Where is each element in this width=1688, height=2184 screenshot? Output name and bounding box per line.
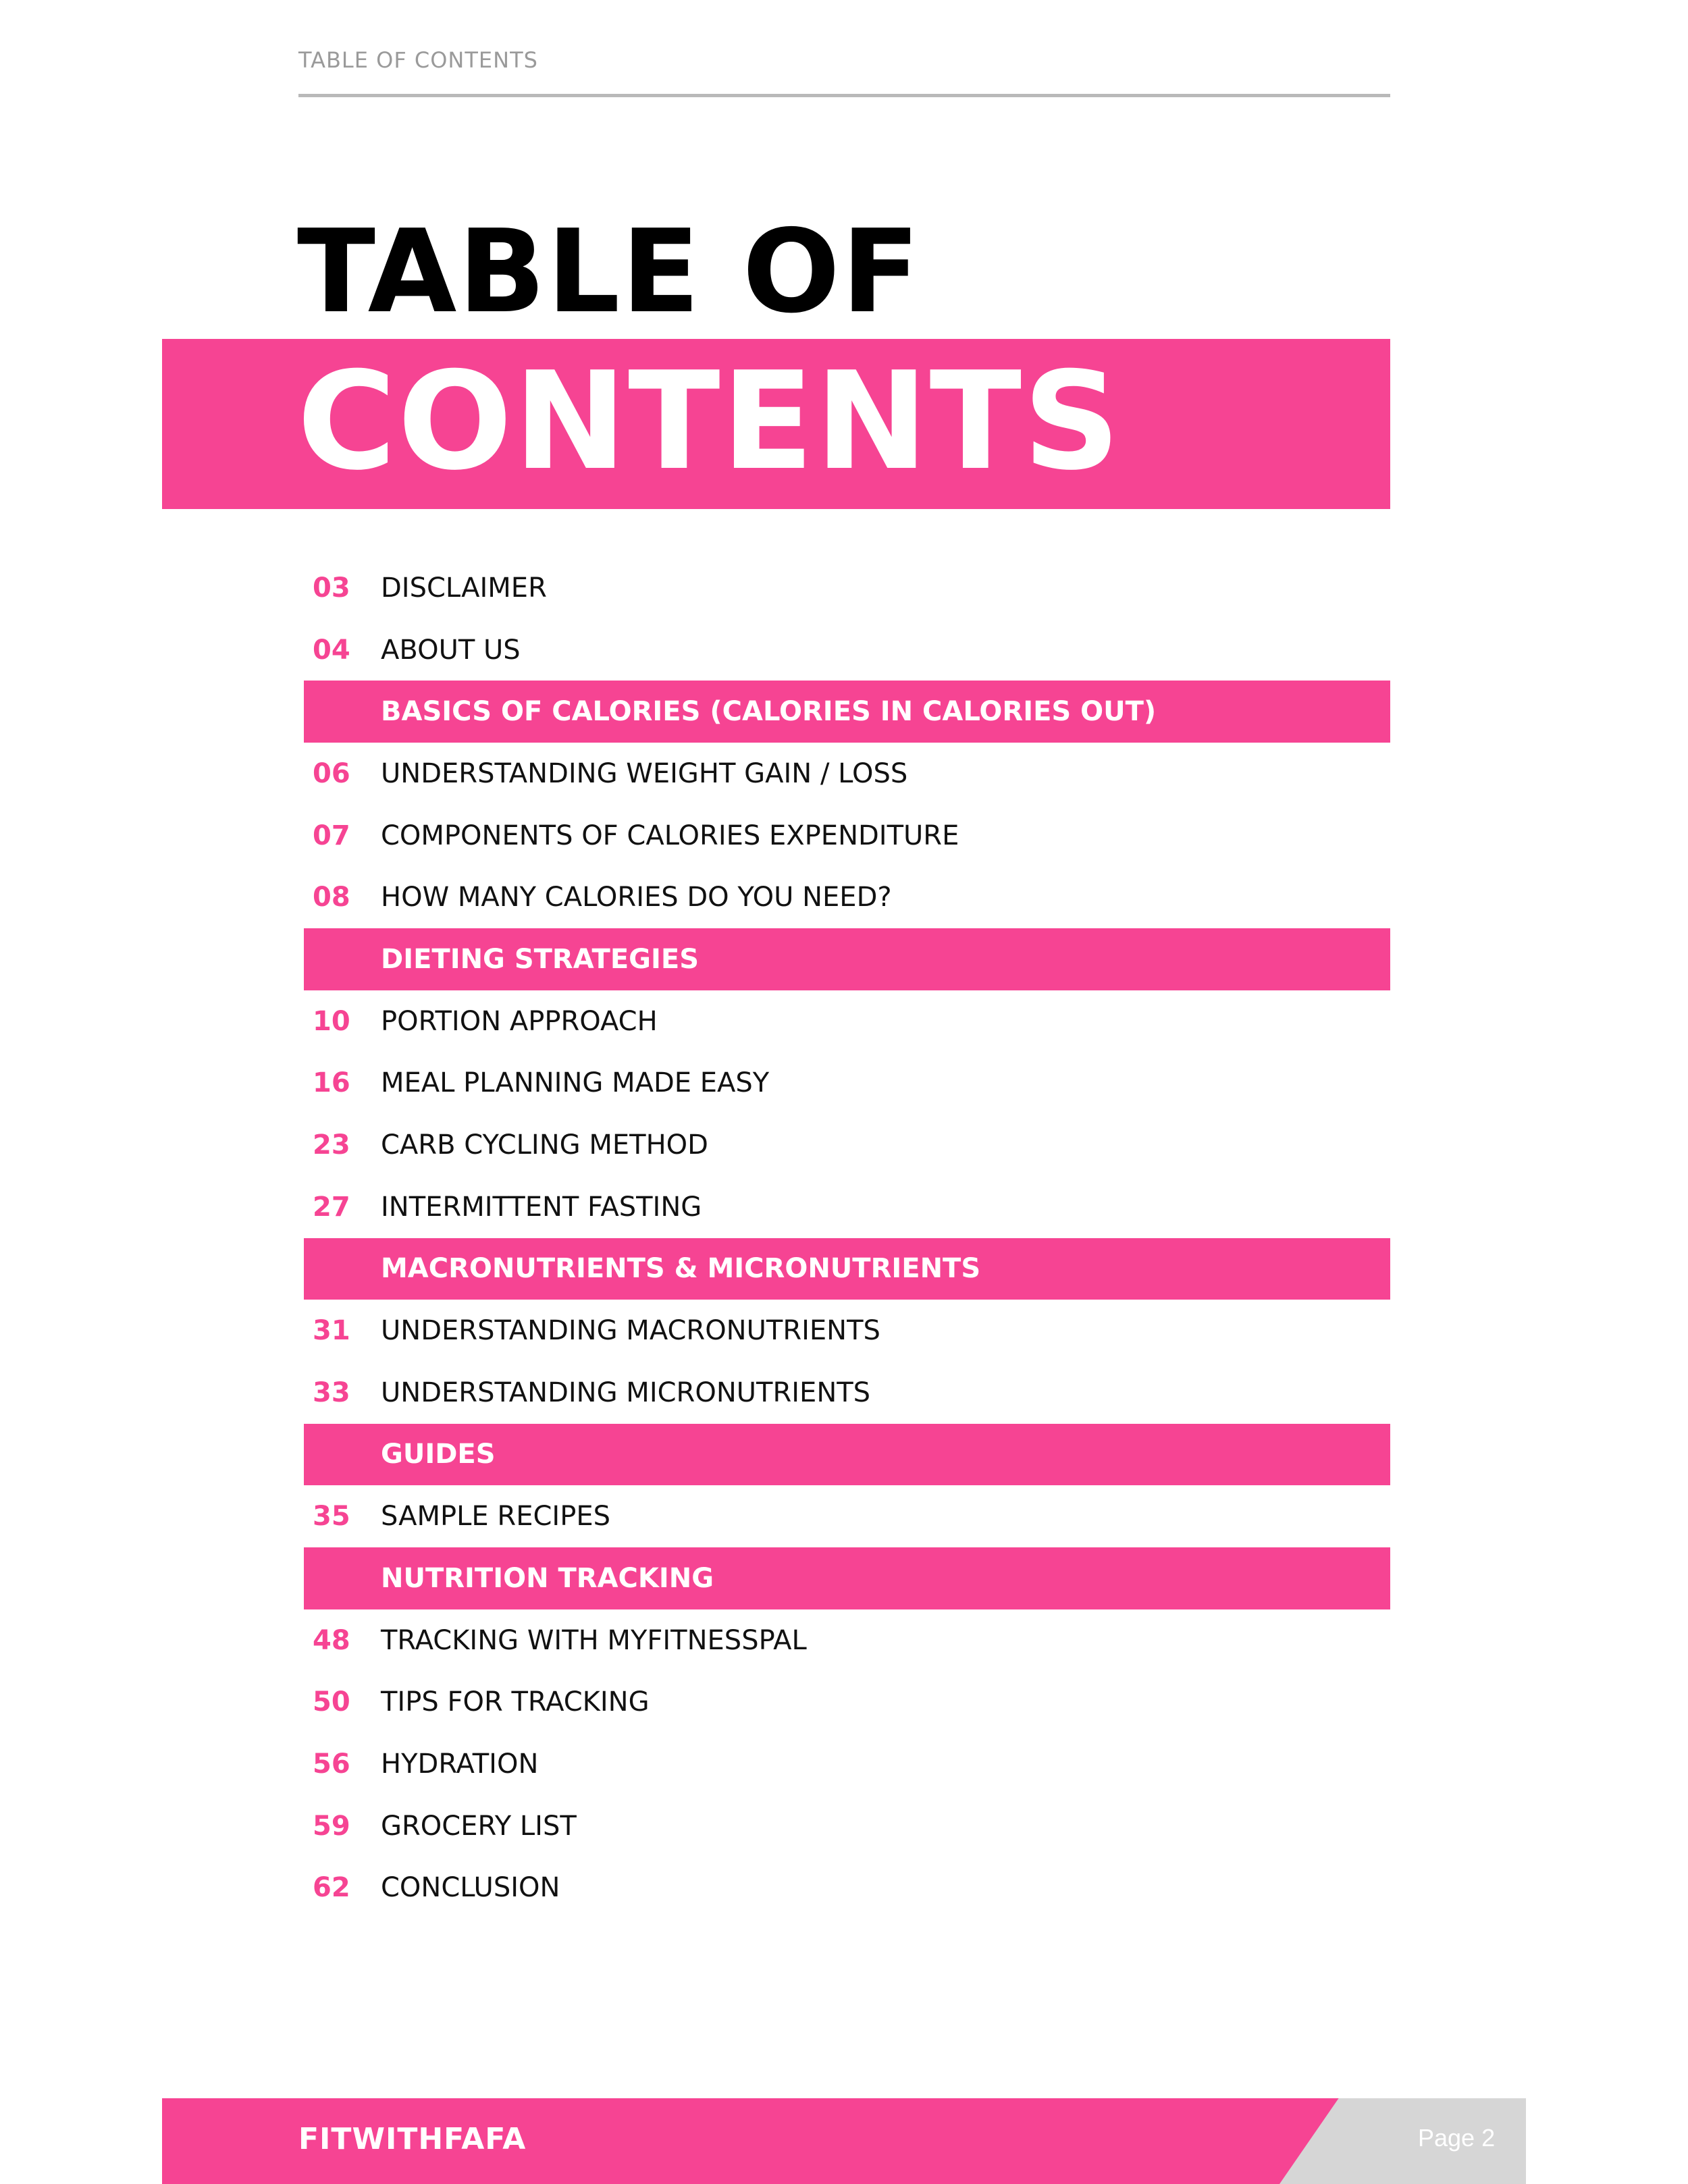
toc-section-label: NUTRITION TRACKING: [381, 1562, 714, 1594]
toc-entry-label: MEAL PLANNING MADE EASY: [381, 1067, 770, 1099]
toc-entry-label: HOW MANY CALORIES DO YOU NEED?: [381, 882, 892, 913]
toc-page-number: 59: [313, 1810, 350, 1842]
toc-section-header[interactable]: [304, 928, 1390, 990]
toc-entry[interactable]: [304, 990, 1390, 1053]
toc-section-label: DIETING STRATEGIES: [381, 943, 700, 975]
toc-entry-label: UNDERSTANDING MICRONUTRIENTS: [381, 1377, 871, 1408]
toc-entry[interactable]: [304, 1671, 1390, 1733]
toc-page-number: 06: [313, 757, 350, 789]
toc-entry[interactable]: [304, 743, 1390, 805]
toc-page-number: 31: [313, 1315, 350, 1347]
toc-entry-label: COMPONENTS OF CALORIES EXPENDITURE: [381, 820, 959, 851]
page-title-line1: TABLE OF: [297, 205, 922, 339]
toc-section-header[interactable]: [304, 681, 1390, 743]
toc-entry-label: UNDERSTANDING MACRONUTRIENTS: [381, 1315, 880, 1347]
toc-entry-label: INTERMITTENT FASTING: [381, 1191, 702, 1223]
toc-entry[interactable]: [304, 1733, 1390, 1795]
toc-entry-label: SAMPLE RECIPES: [381, 1501, 610, 1533]
toc-section-header[interactable]: [304, 1424, 1390, 1486]
toc-entry[interactable]: [304, 1114, 1390, 1176]
toc-entry[interactable]: [304, 1362, 1390, 1424]
toc-section-header[interactable]: [304, 1238, 1390, 1300]
toc-entry-label: CARB CYCLING METHOD: [381, 1129, 708, 1161]
toc-entry-label: ABOUT US: [381, 634, 521, 666]
toc-page-number: 48: [313, 1624, 350, 1656]
toc-page-number: 62: [313, 1872, 350, 1904]
toc-page-number: 03: [313, 572, 350, 604]
toc-entry-label: HYDRATION: [381, 1748, 539, 1780]
toc-page-number: 16: [313, 1067, 350, 1099]
toc-page-number: 33: [313, 1377, 350, 1408]
page-number: Page 2: [1418, 2124, 1496, 2152]
toc-section-label: BASICS OF CALORIES (CALORIES IN CALORIES OUT): [381, 696, 1157, 728]
toc-section-label: GUIDES: [381, 1439, 496, 1470]
footer-brand: FITWITHFAFA: [298, 2122, 527, 2156]
running-header: TABLE OF CONTENTS: [298, 47, 538, 73]
toc-page-number: 07: [313, 820, 350, 851]
toc-entry[interactable]: [304, 1300, 1390, 1362]
toc-entry[interactable]: [304, 1053, 1390, 1115]
toc-page-number: 56: [313, 1748, 350, 1780]
toc-section-header[interactable]: [304, 1547, 1390, 1609]
toc-section-label: MACRONUTRIENTS & MICRONUTRIENTS: [381, 1253, 981, 1285]
toc-entry-label: TRACKING WITH MYFITNESSPAL: [381, 1624, 807, 1656]
toc-entry-label: PORTION APPROACH: [381, 1005, 658, 1037]
toc-page-number: 08: [313, 882, 350, 913]
toc-entry[interactable]: [304, 1176, 1390, 1238]
toc-entry[interactable]: [304, 805, 1390, 867]
toc-entry[interactable]: [304, 557, 1390, 619]
table-of-contents: [304, 557, 1390, 1919]
toc-page-number: 23: [313, 1129, 350, 1161]
toc-page-number: 10: [313, 1005, 350, 1037]
toc-entry[interactable]: [304, 619, 1390, 681]
toc-entry[interactable]: [304, 1609, 1390, 1672]
header-rule: [298, 94, 1390, 97]
toc-page-number: 27: [313, 1191, 350, 1223]
toc-entry-label: CONCLUSION: [381, 1872, 560, 1904]
toc-entry-label: DISCLAIMER: [381, 572, 547, 604]
toc-entry[interactable]: [304, 1857, 1390, 1919]
toc-entry-label: GROCERY LIST: [381, 1810, 577, 1842]
toc-page-number: 35: [313, 1501, 350, 1533]
toc-entry[interactable]: [304, 866, 1390, 928]
toc-entry-label: TIPS FOR TRACKING: [381, 1686, 650, 1718]
toc-entry-label: UNDERSTANDING WEIGHT GAIN / LOSS: [381, 757, 908, 789]
page-title-line2: CONTENTS: [297, 343, 1122, 500]
toc-page-number: 50: [313, 1686, 350, 1718]
toc-entry[interactable]: [304, 1485, 1390, 1547]
toc-entry[interactable]: [304, 1795, 1390, 1857]
toc-page-number: 04: [313, 634, 350, 666]
